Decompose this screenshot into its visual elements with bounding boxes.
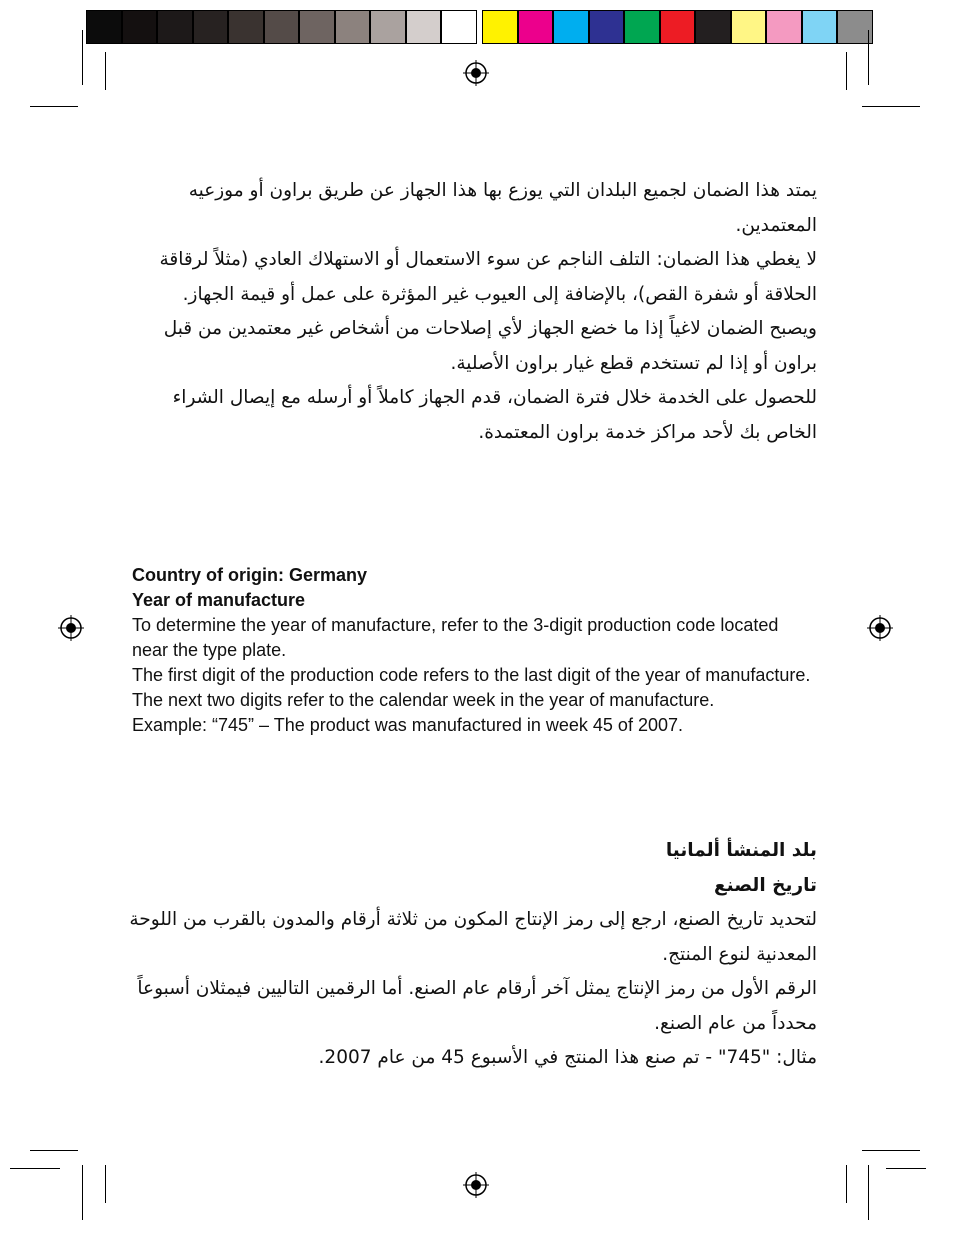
- origin-example: مثال: "745" - تم صنع هذا المنتج في الأسبوع 45 من عام 2007.: [318, 1047, 817, 1068]
- color-swatch: [86, 10, 122, 44]
- origin-paragraph: الرقم الأول من رمز الإنتاج يمثل آخر أرقام عام الصنع. أما الرقمين التاليين فيمثلان أسبوعاً محدداً من عام الصنع.: [137, 978, 817, 1034]
- crop-mark: [868, 1165, 869, 1220]
- crop-mark: [846, 52, 847, 90]
- warranty-paragraph: لا يغطي هذا الضمان: التلف الناجم عن سوء الاستعمال أو الاستهلاك العادي (مثلاً لرقاقة الحلاقة أو شفرة القص)، بالإضافة إلى العيوب غير المؤثرة على عمل أو قيمة الجهاز.: [159, 249, 817, 305]
- color-swatch: [553, 10, 589, 44]
- crop-mark: [886, 1168, 926, 1169]
- crop-mark: [30, 1150, 78, 1151]
- country-of-origin: بلد المنشأ ألمانيا: [665, 840, 817, 861]
- color-swatch: [370, 10, 406, 44]
- registration-mark-icon: [463, 60, 489, 86]
- country-of-origin: Country of origin: Germany: [132, 565, 368, 585]
- warranty-paragraph: للحصول على الخدمة خلال فترة الضمان، قدم الجهاز كاملاً أو أرسله مع إيصال الشراء الخاص بك لأحد مراكز خدمة براون المعتمدة.: [172, 387, 817, 443]
- warranty-paragraph: يمتد هذا الضمان لجميع البلدان التي يوزع بها هذا الجهاز عن طريق براون أو موزعيه المعتمدين.: [188, 180, 817, 236]
- crop-mark: [868, 30, 869, 85]
- year-of-manufacture-heading: تاريخ الصنع: [714, 874, 817, 896]
- color-swatch: [264, 10, 300, 44]
- color-swatch: [122, 10, 158, 44]
- color-swatch: [335, 10, 371, 44]
- crop-mark: [82, 1165, 83, 1220]
- color-swatch: [299, 10, 335, 44]
- origin-paragraph: The first digit of the production code refers to the last digit of the year of manufacture. The next two digits refer to the calendar week in the year of manufacture.: [132, 665, 811, 710]
- crop-mark: [862, 1150, 920, 1151]
- color-swatch: [157, 10, 193, 44]
- color-swatch: [802, 10, 838, 44]
- origin-paragraph: To determine the year of manufacture, refer to the 3-digit production code located near the type plate.: [132, 615, 779, 660]
- color-swatch: [766, 10, 802, 44]
- arabic-origin-section: [127, 834, 817, 1076]
- color-calibration-bar: [482, 10, 873, 46]
- origin-example: Example: “745” – The product was manufactured in week 45 of 2007.: [132, 715, 683, 735]
- warranty-paragraph: ويصبح الضمان لاغياً إذا ما خضع الجهاز لأي إصلاحات من أشخاص غير معتمدين من قبل براون أو إذا لم تستخدم قطع غيار براون الأصلية.: [163, 318, 817, 374]
- arabic-warranty-section: [127, 174, 817, 450]
- color-swatch: [589, 10, 625, 44]
- registration-mark-icon: [867, 615, 893, 641]
- year-of-manufacture-heading: Year of manufacture: [132, 590, 306, 610]
- english-origin-section: [132, 563, 812, 738]
- color-swatch: [518, 10, 554, 44]
- crop-mark: [82, 30, 83, 85]
- color-swatch: [660, 10, 696, 44]
- crop-mark: [105, 1165, 106, 1203]
- color-swatch: [482, 10, 518, 44]
- color-swatch: [193, 10, 229, 44]
- color-swatch: [441, 10, 477, 44]
- grayscale-calibration-bar: [86, 10, 477, 46]
- color-swatch: [731, 10, 767, 44]
- crop-mark: [846, 1165, 847, 1203]
- color-swatch: [624, 10, 660, 44]
- origin-paragraph: لتحديد تاريخ الصنع، ارجع إلى رمز الإنتاج المكون من ثلاثة أرقام والمدون بالقرب من اللوحة المعدنية لنوع المنتج.: [129, 909, 817, 965]
- color-swatch: [228, 10, 264, 44]
- registration-mark-icon: [58, 615, 84, 641]
- color-swatch: [695, 10, 731, 44]
- color-swatch: [406, 10, 442, 44]
- crop-mark: [862, 106, 920, 107]
- crop-mark: [105, 52, 106, 90]
- crop-mark: [30, 106, 78, 107]
- registration-mark-icon: [463, 1172, 489, 1198]
- crop-mark: [10, 1168, 60, 1169]
